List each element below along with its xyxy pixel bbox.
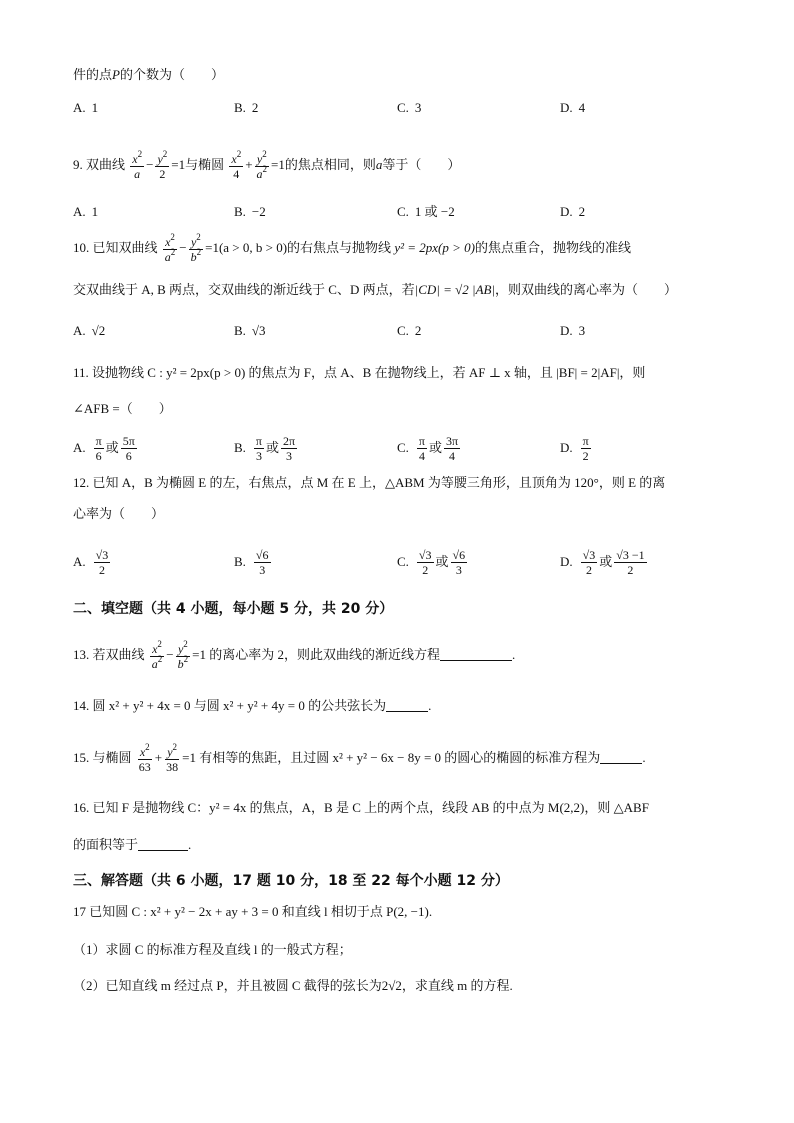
q10-option-a: A. √2 — [73, 323, 106, 338]
q13-stem: 13. 若双曲线 $\frac{x^2}{a^2}$ − $\frac{y^2}{b^2}$ =1 的离心率为 2，则此双曲线的渐近线方程 . — [73, 638, 516, 671]
q10-option-b: B. √3 — [234, 323, 266, 338]
q11-option-b: B. $\frac{\pi}{3}$ 或 $\frac{2\pi}{3}$ — [234, 433, 296, 463]
q10-stem: 10. 已知双曲线 $\frac{x^2}{a^2}$ − $\frac{y^2}{b^2}$ =1(a > 0, b > 0)的右焦点与抛物线 y² = 2px(p > 0)的焦点重合，抛物线的准线 — [73, 231, 631, 264]
q11-option-d: D. $\frac{\pi}{2}$ — [560, 433, 589, 463]
section-answer-title: 三、解答题（共 6 小题，17 题 10 分，18 至 22 每个小题 12 分） — [73, 873, 509, 889]
q8-option-b: B. 2 — [234, 100, 259, 115]
q9-option-d: D. 2 — [560, 204, 586, 219]
q8-options — [73, 99, 733, 117]
q12-option-a: A. $\frac{√3}{2}$ — [73, 547, 109, 577]
q16-stem: 16. 已知 F 是抛物线 C：y² = 4x 的焦点，A，B 是 C 上的两个点，线段 AB 的中点为 M(2,2)，则 △ABF — [73, 800, 649, 815]
q11-option-c: C. $\frac{\pi}{4}$ 或 $\frac{3\pi}{4}$ — [397, 433, 459, 463]
q17-part1: （1）求圆 C 的标准方程及直线 l 的一般式方程； — [73, 942, 352, 957]
q12-options — [73, 540, 733, 584]
q16-answer-blank[interactable] — [138, 838, 188, 851]
q12-option-c: C. $\frac{√3}{2}$ 或 $\frac{√6}{3}$ — [397, 547, 466, 577]
q8-option-d: D. 4 — [560, 100, 586, 115]
q10-options — [73, 322, 733, 340]
q10-option-d: D. 3 — [560, 323, 586, 338]
q9-option-c: C. 1 或 −2 — [397, 204, 455, 219]
q9-option-b: B. −2 — [234, 204, 266, 219]
q9-frac-y2a2: $\frac{y^2}{a^2}$ — [256, 148, 268, 181]
q9-frac-x2a: $\frac{x^2}{a}$ — [132, 148, 143, 181]
q9-frac-x24: $\frac{x^2}{4}$ — [231, 148, 242, 181]
section-fill-in-title: 二、填空题（共 4 小题，每小题 5 分，共 20 分） — [73, 601, 394, 617]
q12-stem: 12. 已知 A，B 为椭圆 E 的左，右焦点，点 M 在 E 上，△ABM 为等腰三角形，且顶角为 120°，则 E 的离 — [73, 475, 666, 490]
q16-stem-line2: 的面积等于 . — [73, 837, 192, 852]
q11-options — [73, 426, 733, 470]
q14-stem: 14. 圆 x² + y² + 4x = 0 与圆 x² + y² + 4y = 0 的公共弦长为 . — [73, 698, 432, 713]
q9-option-a: A. 1 — [73, 204, 99, 219]
q9-options — [73, 203, 733, 221]
q8-option-a: A. 1 — [73, 100, 99, 115]
q12-option-b: B. $\frac{√6}{3}$ — [234, 547, 269, 577]
q15-stem: 15. 与椭圆 $\frac{x^2}{63}$ + $\frac{y^2}{38}$ =1 有相等的焦距，且过圆 x² + y² − 6x − 8y = 0 的圆心的椭圆的标准方程为 . — [73, 741, 646, 774]
q10-option-c: C. 2 — [397, 323, 422, 338]
q13-answer-blank[interactable] — [440, 648, 512, 661]
q12-option-d: D. $\frac{√3}{2}$ 或 $\frac{√3 -1}{2}$ — [560, 547, 645, 577]
q12-stem-line2: 心率为（ ） — [73, 506, 165, 521]
q15-answer-blank[interactable] — [600, 751, 642, 764]
q8-stem-tail: 件的点P的个数为（ ） — [73, 67, 224, 82]
q11-option-a: A. $\frac{\pi}{6}$ 或 $\frac{5\pi}{6}$ — [73, 433, 135, 463]
q17-stem: 17 已知圆 C : x² + y² − 2x + ay + 3 = 0 和直线 l 相切于点 P(2, −1). — [73, 904, 433, 919]
q11-stem: 11. 设抛物线 C : y² = 2px(p > 0) 的焦点为 F，点 A、B 在抛物线上，若 AF ⊥ x 轴，且 |BF| = 2|AF|，则 — [73, 365, 646, 380]
q14-answer-blank[interactable] — [386, 699, 428, 712]
q11-stem-line2: ∠AFB =（ ） — [73, 401, 172, 416]
q8-option-c: C. 3 — [397, 100, 422, 115]
q10-frac-y2b2: $\frac{y^2}{b^2}$ — [190, 231, 202, 264]
q9-stem: 9. 双曲线 $\frac{x^2}{a}$ − $\frac{y^2}{2}$ =1与椭圆 $\frac{x^2}{4}$ + $\frac{y^2}{a^2}$ =1的焦点相同，则a等于（ ） — [73, 148, 461, 181]
q10-frac-x2a2: $\frac{x^2}{a^2}$ — [164, 231, 176, 264]
q17-part2: （2）已知直线 m 经过点 P，并且被圆 C 截得的弦长为2√2，求直线 m 的方程. — [73, 978, 513, 993]
q10-stem-line2: 交双曲线于 A, B 两点，交双曲线的渐近线于 C、D 两点，若|CD| = √2 |AB|，则双曲线的离心率为（ ） — [73, 282, 678, 297]
q9-frac-y22: $\frac{y^2}{2}$ — [157, 148, 168, 181]
